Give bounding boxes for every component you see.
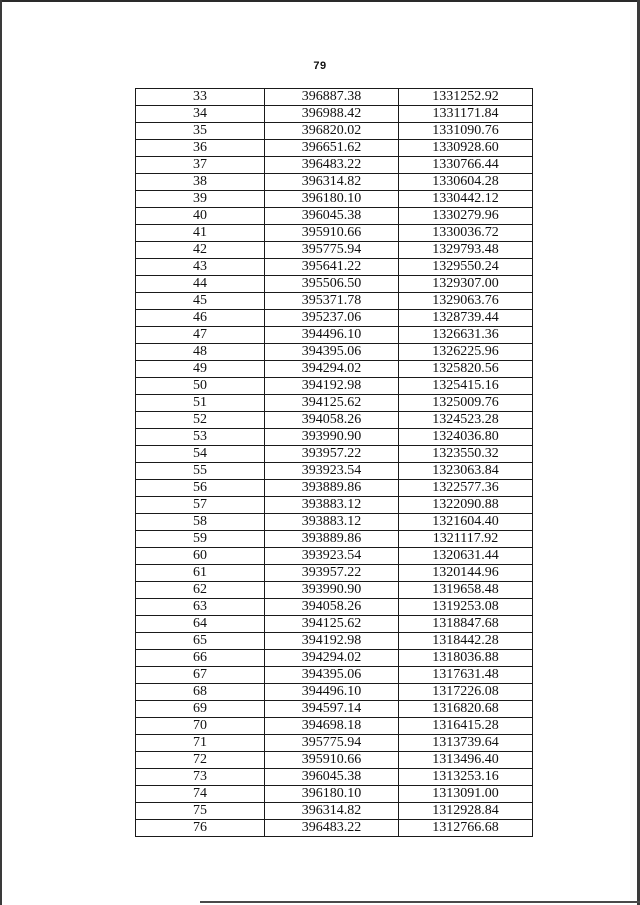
x-coordinate-cell: 393883.12 <box>265 497 399 514</box>
page-number: 79 <box>313 60 327 72</box>
y-coordinate-cell: 1331090.76 <box>399 123 533 140</box>
point-number-cell: 41 <box>136 225 265 242</box>
x-coordinate-cell: 393990.90 <box>265 582 399 599</box>
x-coordinate-cell: 396483.22 <box>265 157 399 174</box>
point-number-cell: 34 <box>136 106 265 123</box>
table-row <box>136 752 533 769</box>
y-coordinate-cell: 1330279.96 <box>399 208 533 225</box>
x-coordinate-cell: 395775.94 <box>265 735 399 752</box>
y-coordinate-cell: 1313091.00 <box>399 786 533 803</box>
x-coordinate-cell: 393889.86 <box>265 480 399 497</box>
x-coordinate-cell: 394058.26 <box>265 412 399 429</box>
table-row <box>136 225 533 242</box>
point-number-cell: 67 <box>136 667 265 684</box>
y-coordinate-cell: 1323550.32 <box>399 446 533 463</box>
y-coordinate-cell: 1313496.40 <box>399 752 533 769</box>
x-coordinate-cell: 395910.66 <box>265 225 399 242</box>
point-number-cell: 35 <box>136 123 265 140</box>
y-coordinate-cell: 1313739.64 <box>399 735 533 752</box>
point-number-cell: 51 <box>136 395 265 412</box>
point-number-cell: 66 <box>136 650 265 667</box>
x-coordinate-cell: 394395.06 <box>265 667 399 684</box>
table-row <box>136 565 533 582</box>
y-coordinate-cell: 1320631.44 <box>399 548 533 565</box>
point-number-cell: 48 <box>136 344 265 361</box>
y-coordinate-cell: 1331171.84 <box>399 106 533 123</box>
x-coordinate-cell: 395371.78 <box>265 293 399 310</box>
y-coordinate-cell: 1325009.76 <box>399 395 533 412</box>
x-coordinate-cell: 394125.62 <box>265 616 399 633</box>
table-row <box>136 735 533 752</box>
point-number-cell: 55 <box>136 463 265 480</box>
x-coordinate-cell: 395506.50 <box>265 276 399 293</box>
table-row <box>136 89 533 106</box>
point-number-cell: 56 <box>136 480 265 497</box>
y-coordinate-cell: 1326225.96 <box>399 344 533 361</box>
y-coordinate-cell: 1325415.16 <box>399 378 533 395</box>
table-row <box>136 599 533 616</box>
point-number-cell: 44 <box>136 276 265 293</box>
point-number-cell: 37 <box>136 157 265 174</box>
table-row <box>136 191 533 208</box>
table-row <box>136 667 533 684</box>
point-number-cell: 36 <box>136 140 265 157</box>
x-coordinate-cell: 394597.14 <box>265 701 399 718</box>
point-number-cell: 76 <box>136 820 265 837</box>
table-row <box>136 684 533 701</box>
x-coordinate-cell: 395641.22 <box>265 259 399 276</box>
point-number-cell: 59 <box>136 531 265 548</box>
table-row <box>136 276 533 293</box>
table-row <box>136 701 533 718</box>
table-row <box>136 514 533 531</box>
y-coordinate-cell: 1330928.60 <box>399 140 533 157</box>
table-row <box>136 480 533 497</box>
point-number-cell: 38 <box>136 174 265 191</box>
y-coordinate-cell: 1323063.84 <box>399 463 533 480</box>
point-number-cell: 63 <box>136 599 265 616</box>
point-number-cell: 49 <box>136 361 265 378</box>
y-coordinate-cell: 1328739.44 <box>399 310 533 327</box>
y-coordinate-cell: 1319658.48 <box>399 582 533 599</box>
table-row <box>136 769 533 786</box>
x-coordinate-cell: 393957.22 <box>265 446 399 463</box>
table-row <box>136 616 533 633</box>
x-coordinate-cell: 393923.54 <box>265 463 399 480</box>
x-coordinate-cell: 396314.82 <box>265 803 399 820</box>
coordinates-table-body <box>136 89 533 837</box>
x-coordinate-cell: 396887.38 <box>265 89 399 106</box>
x-coordinate-cell: 396820.02 <box>265 123 399 140</box>
point-number-cell: 45 <box>136 293 265 310</box>
table-row <box>136 378 533 395</box>
table-row <box>136 786 533 803</box>
point-number-cell: 52 <box>136 412 265 429</box>
y-coordinate-cell: 1329550.24 <box>399 259 533 276</box>
y-coordinate-cell: 1318847.68 <box>399 616 533 633</box>
point-number-cell: 42 <box>136 242 265 259</box>
y-coordinate-cell: 1312928.84 <box>399 803 533 820</box>
point-number-cell: 54 <box>136 446 265 463</box>
y-coordinate-cell: 1326631.36 <box>399 327 533 344</box>
point-number-cell: 74 <box>136 786 265 803</box>
table-row <box>136 548 533 565</box>
y-coordinate-cell: 1322577.36 <box>399 480 533 497</box>
point-number-cell: 53 <box>136 429 265 446</box>
x-coordinate-cell: 396180.10 <box>265 786 399 803</box>
table-row <box>136 293 533 310</box>
point-number-cell: 39 <box>136 191 265 208</box>
table-row <box>136 157 533 174</box>
x-coordinate-cell: 395775.94 <box>265 242 399 259</box>
table-row <box>136 344 533 361</box>
x-coordinate-cell: 393883.12 <box>265 514 399 531</box>
y-coordinate-cell: 1324523.28 <box>399 412 533 429</box>
x-coordinate-cell: 393923.54 <box>265 548 399 565</box>
point-number-cell: 57 <box>136 497 265 514</box>
x-coordinate-cell: 396988.42 <box>265 106 399 123</box>
x-coordinate-cell: 395910.66 <box>265 752 399 769</box>
table-row <box>136 463 533 480</box>
y-coordinate-cell: 1330604.28 <box>399 174 533 191</box>
point-number-cell: 43 <box>136 259 265 276</box>
table-row <box>136 395 533 412</box>
table-row <box>136 327 533 344</box>
point-number-cell: 33 <box>136 89 265 106</box>
x-coordinate-cell: 394192.98 <box>265 633 399 650</box>
table-row <box>136 650 533 667</box>
point-number-cell: 70 <box>136 718 265 735</box>
point-number-cell: 60 <box>136 548 265 565</box>
x-coordinate-cell: 393990.90 <box>265 429 399 446</box>
y-coordinate-cell: 1330766.44 <box>399 157 533 174</box>
point-number-cell: 75 <box>136 803 265 820</box>
y-coordinate-cell: 1330036.72 <box>399 225 533 242</box>
x-coordinate-cell: 393889.86 <box>265 531 399 548</box>
table-row <box>136 242 533 259</box>
x-coordinate-cell: 394192.98 <box>265 378 399 395</box>
table-row <box>136 497 533 514</box>
x-coordinate-cell: 394058.26 <box>265 599 399 616</box>
table-row <box>136 803 533 820</box>
table-row <box>136 361 533 378</box>
point-number-cell: 58 <box>136 514 265 531</box>
x-coordinate-cell: 394496.10 <box>265 327 399 344</box>
point-number-cell: 69 <box>136 701 265 718</box>
point-number-cell: 73 <box>136 769 265 786</box>
table-row <box>136 582 533 599</box>
table-row <box>136 820 533 837</box>
point-number-cell: 50 <box>136 378 265 395</box>
point-number-cell: 62 <box>136 582 265 599</box>
table-row <box>136 531 533 548</box>
x-coordinate-cell: 394294.02 <box>265 361 399 378</box>
point-number-cell: 46 <box>136 310 265 327</box>
table-row <box>136 718 533 735</box>
point-number-cell: 72 <box>136 752 265 769</box>
y-coordinate-cell: 1317226.08 <box>399 684 533 701</box>
table-row <box>136 123 533 140</box>
scan-border-bottom <box>200 901 640 903</box>
y-coordinate-cell: 1321604.40 <box>399 514 533 531</box>
point-number-cell: 61 <box>136 565 265 582</box>
table-row <box>136 446 533 463</box>
y-coordinate-cell: 1330442.12 <box>399 191 533 208</box>
x-coordinate-cell: 396045.38 <box>265 769 399 786</box>
point-number-cell: 64 <box>136 616 265 633</box>
y-coordinate-cell: 1319253.08 <box>399 599 533 616</box>
y-coordinate-cell: 1322090.88 <box>399 497 533 514</box>
x-coordinate-cell: 395237.06 <box>265 310 399 327</box>
table-row <box>136 174 533 191</box>
x-coordinate-cell: 396180.10 <box>265 191 399 208</box>
y-coordinate-cell: 1331252.92 <box>399 89 533 106</box>
coordinates-table <box>135 88 533 837</box>
x-coordinate-cell: 396314.82 <box>265 174 399 191</box>
table-row <box>136 310 533 327</box>
y-coordinate-cell: 1324036.80 <box>399 429 533 446</box>
y-coordinate-cell: 1329063.76 <box>399 293 533 310</box>
table-row <box>136 106 533 123</box>
table-row <box>136 429 533 446</box>
y-coordinate-cell: 1329793.48 <box>399 242 533 259</box>
table-row <box>136 259 533 276</box>
table-row <box>136 140 533 157</box>
x-coordinate-cell: 394496.10 <box>265 684 399 701</box>
y-coordinate-cell: 1321117.92 <box>399 531 533 548</box>
x-coordinate-cell: 394698.18 <box>265 718 399 735</box>
scan-border-left <box>0 0 2 905</box>
table-row <box>136 412 533 429</box>
x-coordinate-cell: 393957.22 <box>265 565 399 582</box>
y-coordinate-cell: 1317631.48 <box>399 667 533 684</box>
table-row <box>136 208 533 225</box>
point-number-cell: 68 <box>136 684 265 701</box>
point-number-cell: 47 <box>136 327 265 344</box>
y-coordinate-cell: 1318442.28 <box>399 633 533 650</box>
y-coordinate-cell: 1329307.00 <box>399 276 533 293</box>
y-coordinate-cell: 1312766.68 <box>399 820 533 837</box>
x-coordinate-cell: 394125.62 <box>265 395 399 412</box>
scan-border-top <box>0 0 640 2</box>
y-coordinate-cell: 1325820.56 <box>399 361 533 378</box>
point-number-cell: 71 <box>136 735 265 752</box>
y-coordinate-cell: 1318036.88 <box>399 650 533 667</box>
point-number-cell: 65 <box>136 633 265 650</box>
table-row <box>136 633 533 650</box>
y-coordinate-cell: 1316820.68 <box>399 701 533 718</box>
y-coordinate-cell: 1316415.28 <box>399 718 533 735</box>
x-coordinate-cell: 394395.06 <box>265 344 399 361</box>
point-number-cell: 40 <box>136 208 265 225</box>
y-coordinate-cell: 1313253.16 <box>399 769 533 786</box>
y-coordinate-cell: 1320144.96 <box>399 565 533 582</box>
x-coordinate-cell: 396651.62 <box>265 140 399 157</box>
x-coordinate-cell: 396045.38 <box>265 208 399 225</box>
x-coordinate-cell: 396483.22 <box>265 820 399 837</box>
x-coordinate-cell: 394294.02 <box>265 650 399 667</box>
